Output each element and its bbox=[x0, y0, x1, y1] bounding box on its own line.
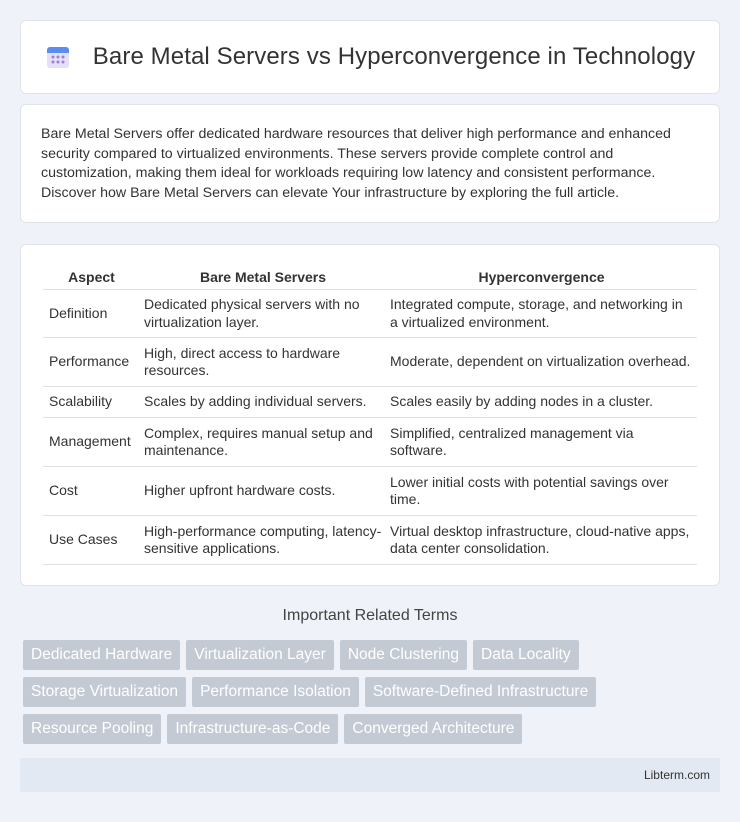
footer-site-link[interactable]: Libterm.com bbox=[643, 768, 710, 782]
bare-metal-cell: Dedicated physical servers with no virtualization layer. bbox=[140, 290, 386, 338]
related-terms-title: Important Related Terms bbox=[282, 607, 458, 624]
tag-performance-isolation[interactable]: Performance Isolation bbox=[192, 677, 359, 707]
hyperconvergence-cell: Simplified, centralized management via software. bbox=[386, 418, 697, 467]
bare-metal-cell: Complex, requires manual setup and maintenance. bbox=[140, 418, 386, 467]
bare-metal-cell: High, direct access to hardware resources. bbox=[140, 338, 386, 387]
footer bbox=[20, 758, 720, 792]
tag-row bbox=[23, 714, 723, 744]
tag-node-clustering[interactable]: Node Clustering bbox=[340, 640, 467, 670]
intro-text: Bare Metal Servers offer dedicated hardware resources that deliver high performance and enhanced security compared to virtualized environments. These servers provide complete control and customization, making them ideal for workloads requiring low latency and consistent performance. Discover how Bare Metal Servers can elevate Your infrastructure by exploring the full article. bbox=[41, 126, 671, 201]
tag-row bbox=[23, 677, 723, 707]
table-row bbox=[43, 387, 697, 418]
table-row bbox=[43, 338, 697, 387]
column-header-hyperconvergence: Hyperconvergence bbox=[386, 265, 697, 290]
hyperconvergence-cell: Scales easily by adding nodes in a cluster. bbox=[386, 387, 697, 418]
row-aspect: Use Cases bbox=[43, 516, 140, 565]
bare-metal-cell: Higher upfront hardware costs. bbox=[140, 467, 386, 516]
bare-metal-cell: High-performance computing, latency-sensitive applications. bbox=[140, 516, 386, 565]
comparison-card bbox=[20, 244, 720, 586]
tag-resource-pooling[interactable]: Resource Pooling bbox=[23, 714, 161, 744]
page-title: Bare Metal Servers vs Hyperconvergence in Technology bbox=[92, 43, 696, 70]
comparison-table bbox=[43, 265, 697, 565]
intro-card bbox=[20, 104, 720, 223]
tag-converged-architecture[interactable]: Converged Architecture bbox=[344, 714, 522, 744]
calendar-icon bbox=[45, 44, 71, 70]
tag-software-defined-infrastructure[interactable]: Software-Defined Infrastructure bbox=[365, 677, 596, 707]
row-aspect: Management bbox=[43, 418, 140, 467]
hyperconvergence-cell: Moderate, dependent on virtualization overhead. bbox=[386, 338, 697, 387]
row-aspect: Scalability bbox=[43, 387, 140, 418]
table-row bbox=[43, 290, 697, 338]
tag-virtualization-layer[interactable]: Virtualization Layer bbox=[186, 640, 334, 670]
table-row bbox=[43, 516, 697, 565]
hyperconvergence-cell: Virtual desktop infrastructure, cloud-native apps, data center consolidation. bbox=[386, 516, 697, 565]
related-terms bbox=[23, 640, 723, 751]
row-aspect: Definition bbox=[43, 290, 140, 338]
row-aspect: Cost bbox=[43, 467, 140, 516]
row-aspect: Performance bbox=[43, 338, 140, 387]
tag-infrastructure-as-code[interactable]: Infrastructure-as-Code bbox=[167, 714, 338, 744]
tag-dedicated-hardware[interactable]: Dedicated Hardware bbox=[23, 640, 180, 670]
tag-row bbox=[23, 640, 723, 670]
table-header-row bbox=[43, 265, 697, 290]
column-header-aspect: Aspect bbox=[43, 265, 140, 290]
table-row bbox=[43, 418, 697, 467]
table-row bbox=[43, 467, 697, 516]
hyperconvergence-cell: Integrated compute, storage, and networking in a virtualized environment. bbox=[386, 290, 697, 338]
bare-metal-cell: Scales by adding individual servers. bbox=[140, 387, 386, 418]
tag-data-locality[interactable]: Data Locality bbox=[473, 640, 579, 670]
column-header-bare-metal: Bare Metal Servers bbox=[140, 265, 386, 290]
tag-storage-virtualization[interactable]: Storage Virtualization bbox=[23, 677, 186, 707]
header-card bbox=[20, 20, 720, 94]
hyperconvergence-cell: Lower initial costs with potential savings over time. bbox=[386, 467, 697, 516]
